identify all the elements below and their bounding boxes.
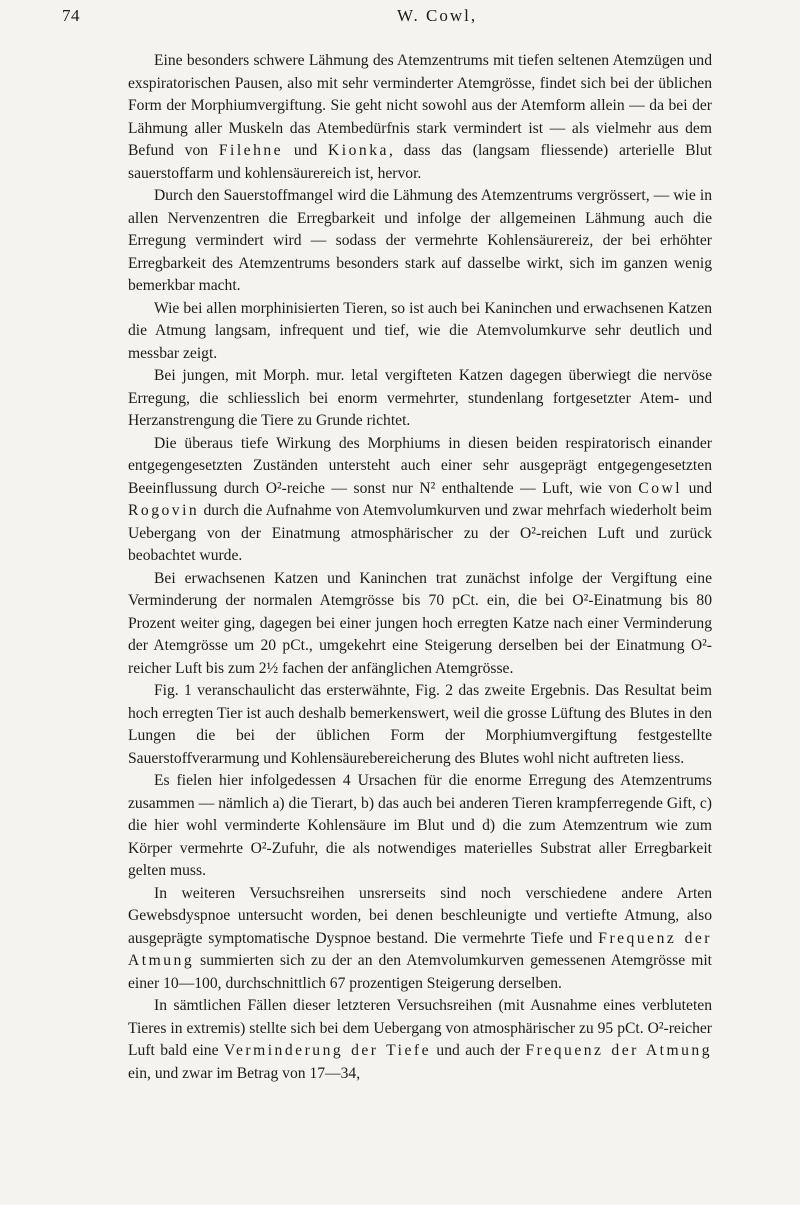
paragraph: Wie bei allen morphinisierten Tieren, so ist auch bei Kaninchen und erwachsenen Katzen die Atmung langsam, infrequent und tief, wie die Atemvolumkurve sehr deutlich und messbar zeigt.	[128, 299, 712, 362]
spaced-name: Filehne	[218, 142, 284, 159]
page-header	[62, 6, 712, 32]
paragraph: Bei jungen, mit Morph. mur. letal vergifteten Katzen dagegen überwiegt die nervöse Erregung, die schliesslich bei enorm vermehrter, stundenlang fortgesetzter Atem- und Herzanstrengung die Tiere zu Grunde richtet.	[128, 367, 712, 429]
paragraph: Die überaus tiefe Wirkung des Morphiums in diesen beiden respiratorisch einander entgegengesetzten Zuständen untersteht auch einer sehr ausgeprägt entgegengesetzten Beeinflussung durch O²-reiche — sonst nur N² enthaltende — Luft, wie von Cowl und Rogovin durch die Aufnahme von Atemvolumkurven und zwar mehrfach wiederholt beim Uebergang von der Einatmung atmosphärischer zu der O²-reichen Luft und zurück beobachtet wurde.	[128, 434, 713, 564]
paragraph: In sämtlichen Fällen dieser letzteren Versuchsreihen (mit Ausnahme eines verbluteten Tieres in extremis) stellte sich bei dem Uebergang von atmosphärischer zu 95 pCt. O²-reicher Luft bald eine Verminderung der Tiefe und auch der Frequenz der Atmung ein, und zwar im Betrag von 17—34,	[128, 997, 712, 1082]
body-text	[128, 50, 712, 1085]
paragraph: Es fielen hier infolgedessen 4 Ursachen für die enorme Erregung des Atemzentrums zusammen — nämlich a) die Tierart, b) das auch bei anderen Tieren krampferregende Gift, c) die hier wohl verminderte Kohlensäure im Blut und d) die zum Atemzentrum wie zum Körper vermehrte O²-Zufuhr, die als notwendiges materielles Substrat aller Erregbarkeit gelten muss.	[128, 772, 712, 879]
running-head: W. Cowl,	[397, 6, 478, 25]
spaced-name: Cowl	[638, 479, 683, 497]
spaced-name: Rogovin	[128, 502, 200, 519]
paragraph: Durch den Sauerstoffmangel wird die Lähmung des Atemzentrums vergrössert, — wie in allen Nervenzentren die Erregbarkeit und infolge der allgemeinen Lähmung auch die Erregung vermindert wird — sodass der vermehrte Kohlensäurereiz, der bei erhöhter Erregbarkeit des Atemzentrums besonders stark auf dasselbe wirkt, sich im ganzen wenig bemerkbar macht.	[128, 187, 712, 294]
paragraph: Eine besonders schwere Lähmung des Atemzentrums mit tiefen seltenen Atemzügen und exspiratorischen Pausen, also mit sehr verminderter Atemgrösse, findet sich bei der üblichen Form der Morphiumvergiftung. Sie geht nicht sowohl aus der Atemform allein — da bei der Lähmung aller Muskeln das Atembedürfnis stark vermindert ist — als vielmehr aus dem Befund von Filehne und Kionka, dass das (langsam fliessende) arterielle Blut sauerstoffarm und kohlensäurereich ist, hervor.	[128, 52, 713, 182]
spaced-name: Verminderung der Tiefe	[223, 1042, 431, 1059]
spaced-name: Frequenz der Atmung	[525, 1042, 712, 1059]
paragraph: Bei erwachsenen Katzen und Kaninchen trat zunächst infolge der Vergiftung eine Verminderung der normalen Atemgrösse bis 70 pCt. ein, die bei O²-Einatmung bis 80 Prozent weiter ging, dagegen bei einer jungen hoch erregten Katze nach einer Verminderung der Atemgrösse um 20 pCt., umgekehrt eine Steigerung derselben bei der Einatmung O²-reicher Luft bis zum 2½ fachen der anfänglichen Atemgrösse.	[128, 569, 712, 677]
page-number: 74	[62, 6, 80, 25]
paragraph: Fig. 1 veranschaulicht das ersterwähnte, Fig. 2 das zweite Ergebnis. Das Resultat beim hoch erregten Tier ist auch deshalb bemerkenswert, weil die grosse Lüftung des Blutes in den Lungen die bei der üblichen Form der Morphiumvergiftung festgestellte Sauerstoffverarmung und Kohlensäurebereicherung des Blutes wohl nicht auftreten liess.	[128, 682, 712, 767]
spaced-name: Kionka	[328, 142, 389, 159]
spaced-name: Frequenz der Atmung	[128, 929, 712, 969]
paragraph: In weiteren Versuchsreihen unsrerseits sind noch verschiedene andere Arten Gewebsdyspnoe untersucht worden, bei denen beschleunigte und vertiefte Atmung, also ausgeprägte symptomatische Dyspnoe bestand. Die vermehrte Tiefe und Frequenz der Atmung summierten sich zu der an den Atemvolumkurven gemessenen Atemgrösse mit einer 10—100, durchschnittlich 67 prozentigen Steigerung derselben.	[128, 884, 712, 992]
